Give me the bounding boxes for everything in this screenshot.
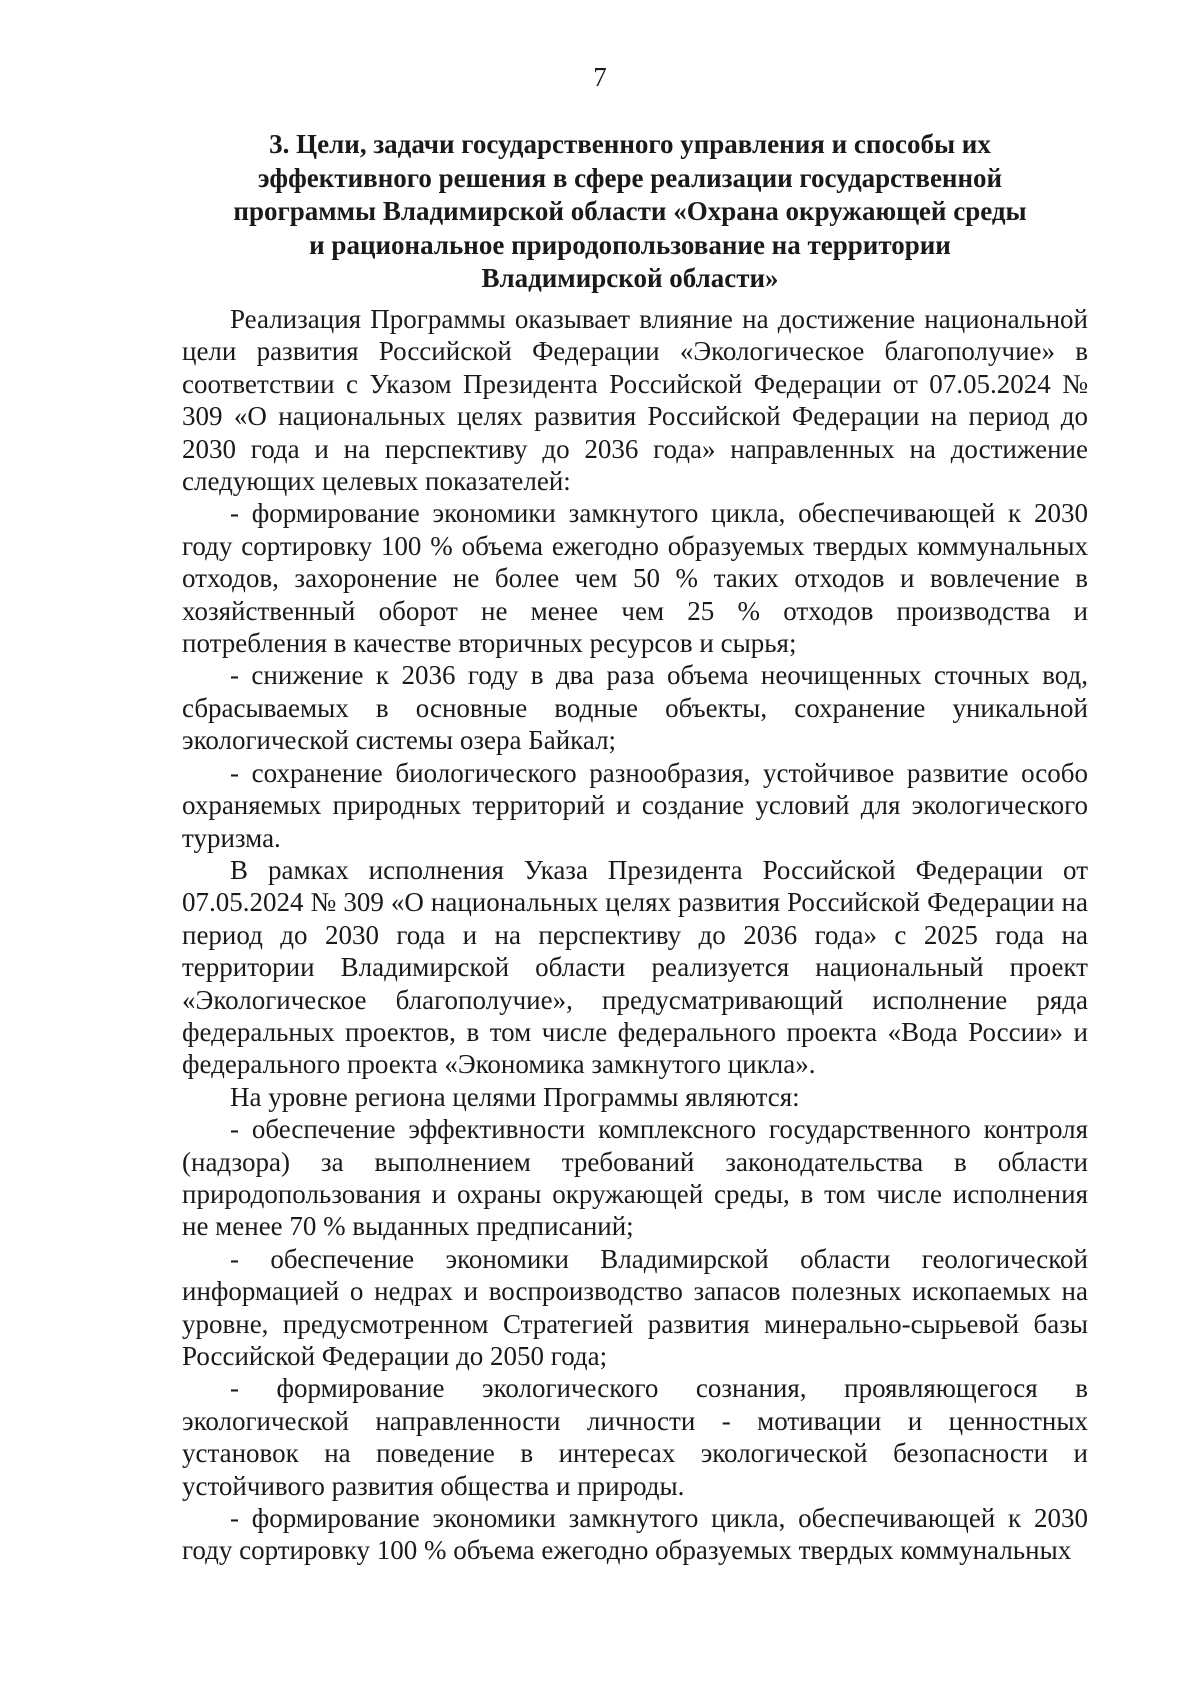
- list-item: - формирование экономики замкнутого цикла, обеспечивающей к 2030 году сортировку 100 % объема ежегодно образуемых твердых коммунальных: [182, 1503, 1088, 1566]
- heading-line: Владимирской области»: [481, 263, 779, 293]
- heading-line: 3. Цели, задачи государственного управления и способы их: [269, 129, 991, 159]
- paragraph: На уровне региона целями Программы являются:: [230, 1081, 800, 1112]
- list-item: - формирование экономики замкнутого цикла, обеспечивающей к 2030 году сортировку 100 % объема ежегодно образуемых твердых коммунальных отходов, захоронение не более чем 50 % таких отходов и вовлечение в хозяйственный оборот не менее чем 25 % отходов производства и потребления в качестве вторичных ресурсов и сырья;: [182, 498, 1088, 659]
- paragraph: Реализация Программы оказывает влияние на достижение национальной цели развития Российской Федерации «Экологическое благополучие» в соответствии с Указом Президента Российской Федерации от 07.05.2024 № 309 «О национальных целях развития Российской Федерации на период до 2030 года и на перспективу до 2036 года» направленных на достижение следующих целевых показателей:: [182, 304, 1088, 497]
- list-item: - сохранение биологического разнообразия, устойчивое развитие особо охраняемых природных территорий и создание условий для экологического туризма.: [182, 757, 1088, 853]
- list-item: - формирование экологического сознания, проявляющегося в экологической направленности личности - мотивации и ценностных установок на поведение в интересах экологической безопасности и устойчивого развития общества и природы.: [182, 1373, 1088, 1501]
- list-item: - обеспечение экономики Владимирской области геологической информацией о недрах и воспроизводство запасов полезных ископаемых на уровне, предусмотренном Стратегией развития минерально-сырьевой базы Российской Федерации до 2050 года;: [182, 1243, 1088, 1371]
- section-heading: [190, 128, 1070, 296]
- body-text: [182, 303, 1088, 1567]
- list-item: - обеспечение эффективности комплексного государственного контроля (надзора) за выполнением требований законодательства в области природопользования и охраны окружающей среды, в том числе исполнения не менее 70 % выданных предписаний;: [182, 1114, 1088, 1242]
- heading-line: эффективного решения в сфере реализации государственной: [257, 162, 1003, 193]
- list-item: - снижение к 2036 году в два раза объема неочищенных сточных вод, сбрасываемых в основные водные объекты, сохранение уникальной экологической системы озера Байкал;: [182, 660, 1088, 756]
- page-number: 7: [593, 62, 607, 92]
- heading-line: программы Владимирской области «Охрана окружающей среды: [233, 196, 1027, 226]
- paragraph: В рамках исполнения Указа Президента Российской Федерации от 07.05.2024 № 309 «О национальных целях развития Российской Федерации на период до 2030 года и на перспективу до 2036 года» с 2025 года на территории Владимирской области реализуется национальный проект «Экологическое благополучие», предусматривающий исполнение ряда федеральных проектов, в том числе федерального проекта «Вода России» и федерального проекта «Экономика замкнутого цикла».: [182, 854, 1088, 1080]
- heading-line: и рациональное природопользование на территории: [309, 229, 951, 260]
